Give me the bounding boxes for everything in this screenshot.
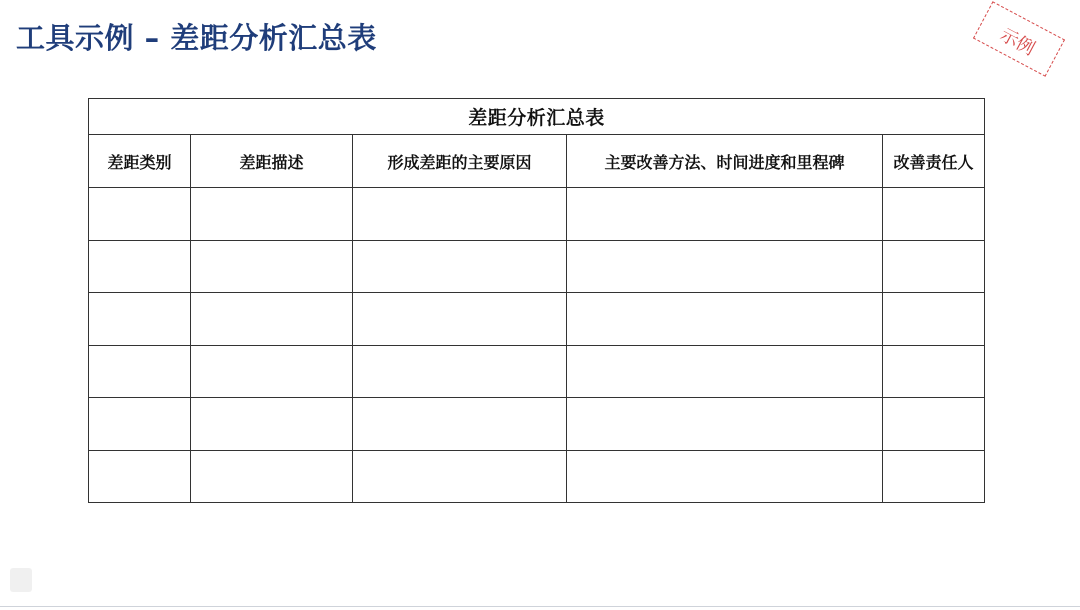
- corner-thumbnail-icon: [10, 568, 32, 592]
- table-cell[interactable]: [883, 188, 985, 241]
- table-cell[interactable]: [353, 450, 567, 503]
- table-cell[interactable]: [191, 398, 353, 451]
- table-caption: 差距分析汇总表: [89, 99, 985, 135]
- table-row: [89, 240, 985, 293]
- table-row: [89, 345, 985, 398]
- table-cell[interactable]: [883, 240, 985, 293]
- table-cell[interactable]: [89, 398, 191, 451]
- column-header-improvement-plan: 主要改善方法、时间进度和里程碑: [567, 135, 883, 188]
- footer-divider: [0, 606, 1080, 607]
- column-header-owner: 改善责任人: [883, 135, 985, 188]
- column-header-gap-description: 差距描述: [191, 135, 353, 188]
- table-cell[interactable]: [353, 240, 567, 293]
- column-header-gap-category: 差距类别: [89, 135, 191, 188]
- table-cell[interactable]: [883, 293, 985, 346]
- table-cell[interactable]: [89, 450, 191, 503]
- table-row: [89, 293, 985, 346]
- table-cell[interactable]: [883, 450, 985, 503]
- table-cell[interactable]: [353, 293, 567, 346]
- table-cell[interactable]: [353, 398, 567, 451]
- gap-analysis-table: [88, 98, 985, 503]
- table-cell[interactable]: [883, 398, 985, 451]
- table-cell[interactable]: [89, 293, 191, 346]
- table-row: [89, 450, 985, 503]
- table-cell[interactable]: [89, 188, 191, 241]
- sample-stamp-label: 示例: [996, 24, 1039, 60]
- table-cell[interactable]: [89, 345, 191, 398]
- table-row: [89, 398, 985, 451]
- table-cell[interactable]: [567, 188, 883, 241]
- table-cell[interactable]: [191, 293, 353, 346]
- table-cell[interactable]: [567, 240, 883, 293]
- table-cell[interactable]: [353, 188, 567, 241]
- gap-analysis-table-container: [88, 98, 984, 503]
- table-cell[interactable]: [567, 345, 883, 398]
- table-cell[interactable]: [883, 345, 985, 398]
- table-cell[interactable]: [191, 450, 353, 503]
- table-cell[interactable]: [567, 450, 883, 503]
- sample-stamp: [973, 1, 1065, 77]
- table-cell[interactable]: [89, 240, 191, 293]
- table-cell[interactable]: [191, 240, 353, 293]
- table-cell[interactable]: [353, 345, 567, 398]
- page-title: 工具示例 – 差距分析汇总表: [16, 21, 377, 55]
- table-cell[interactable]: [191, 345, 353, 398]
- column-header-main-causes: 形成差距的主要原因: [353, 135, 567, 188]
- table-cell[interactable]: [567, 398, 883, 451]
- table-cell[interactable]: [567, 293, 883, 346]
- table-cell[interactable]: [191, 188, 353, 241]
- table-row: [89, 188, 985, 241]
